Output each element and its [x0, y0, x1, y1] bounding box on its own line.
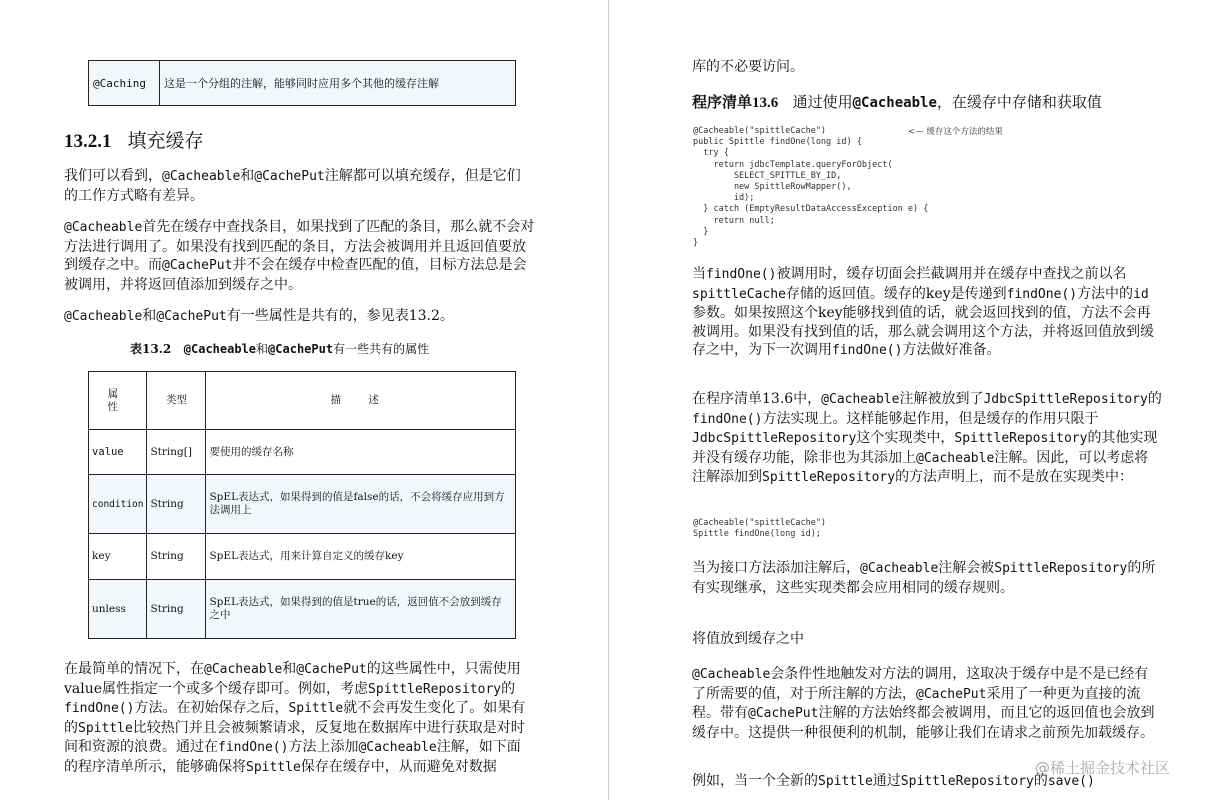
section-number: 13.2.1: [64, 131, 112, 152]
attr-name: key: [89, 534, 147, 580]
section-heading: [64, 126, 204, 153]
paragraph: @Cacheable会条件性地触发对方法的调用，这取决于缓存中是不是已经有了所需要的值，对于所注解的方法，@CachePut采用了一种更为直接的流程。带有@CachePut注解的方法始终都会被调用，而且它的返回值也会放到缓存中。这提供一种很便利的机制，能够让我们在请求之前预先加载缓存。: [692, 666, 1155, 741]
left-page: [0, 0, 608, 800]
attr-type: String: [147, 580, 206, 639]
table-row: [89, 534, 516, 580]
paragraph: 库的不必要访问。: [692, 59, 804, 75]
paragraph: @Cacheable和@CachePut有一些属性是共有的，参见表13.2。: [64, 308, 454, 324]
caching-annotation-name: @Caching: [89, 61, 160, 106]
table-row: [89, 580, 516, 639]
table-caption: 表13.2 @Cacheable和@CachePut有一些共有的属性: [130, 342, 430, 356]
attr-name: condition: [89, 475, 147, 534]
paragraph: 在程序清单13.6中，@Cacheable注解被放到了JdbcSpittleRepository的findOne()方法实现上。这样能够起作用，但是缓存的作用只限于JdbcSpittleRepository这个实现类中，SpittleRepository的其他实现并没有缓存功能，除非也为其添加上@Cacheable注解。因此，可以考虑将注解添加到SpittleRepository的方法声明上，而不是放在实现类中：: [692, 391, 1162, 485]
attributes-table: [88, 371, 516, 639]
attr-desc: SpEL表达式，如果得到的值是true的话，返回值不会放到缓存之中: [206, 580, 516, 639]
attr-desc: SpEL表达式，用来计算自定义的缓存key: [206, 534, 516, 580]
watermark: @稀土掘金技术社区: [1035, 759, 1171, 777]
attr-type: String[]: [147, 430, 206, 475]
table-row: [89, 475, 516, 534]
caching-annotation-desc: 这是一个分组的注解，能够同时应用多个其他的缓存注解: [160, 61, 516, 106]
listing-title: 程序清单13.6 通过使用@Cacheable，在缓存中存储和获取值: [692, 93, 1102, 111]
page-divider: [608, 0, 609, 800]
paragraph: 当findOne()被调用时，缓存切面会拦截调用并在缓存中查找之前以名spittleCache存储的返回值。缓存的key是传递到findOne()方法中的id参数。如果按照这个key能够找到值的话，就会返回找到的值，方法不会再被调用。如果没有找到值的话，那么就会调用这个方法，并将返回值放到缓存之中，为下一次调用findOne()方法做好准备。: [692, 266, 1154, 358]
paragraph: 例如，当一个全新的Spittle通过SpittleRepository的save(): [692, 773, 1095, 789]
paragraph: 当为接口方法添加注解后，@Cacheable注解会被SpittleRepository的所有实现继承，这些实现类都会应用相同的缓存规则。: [692, 560, 1156, 596]
code-snippet: @Cacheable("spittleCache") Spittle findOne(long id);: [693, 518, 827, 540]
header-desc: 描 述: [206, 372, 516, 430]
table-row: [89, 430, 516, 475]
attr-name: unless: [89, 580, 147, 639]
caching-row-table: [88, 60, 516, 106]
code-annotation: <— 缓存这个方法的结果: [908, 127, 1003, 137]
header-type: 类型: [147, 372, 206, 430]
header-name: 属 性: [89, 372, 147, 430]
subheading: 将值放到缓存之中: [692, 631, 804, 647]
paragraph: 我们可以看到，@Cacheable和@CachePut注解都可以填充缓存，但是它们的工作方式略有差异。: [64, 168, 521, 204]
table-header-row: [89, 372, 516, 430]
attr-desc: SpEL表达式，如果得到的值是false的话，不会将缓存应用到方法调用上: [206, 475, 516, 534]
right-page: [610, 0, 1217, 800]
paragraph: 在最简单的情况下，在@Cacheable和@CachePut的这些属性中，只需使用value属性指定一个或多个缓存即可。例如，考虑SpittleRepository的findOne()方法。在初始保存之后，Spittle就不会再发生变化了。如果有的Spittle比较热门并且会被频繁请求，反复地在数据库中进行获取是对时间和资源的浪费。通过在findOne()方法上添加@Cacheable注解，如下面的程序清单所示，能够确保将Spittle保存在缓存中，从而避免对数据: [64, 661, 526, 775]
section-title: 填充缓存: [127, 130, 204, 152]
attr-desc: 要使用的缓存名称: [206, 430, 516, 475]
attr-name: value: [89, 430, 147, 475]
code-listing: @Cacheable("spittleCache") public Spittle findOne(long id) { try { return jdbcTemplate.queryForObject( SELECT_SPITTLE_BY_ID, new SpittleRowMapper(), id); } catch (EmptyResultDataAccessException e) { return null; } }: [693, 126, 929, 249]
attr-type: String: [147, 475, 206, 534]
paragraph: @Cacheable首先在缓存中查找条目，如果找到了匹配的条目，那么就不会对方法进行调用了。如果没有找到匹配的条目，方法会被调用并且返回值要放到缓存之中。而@CachePut并不会在缓存中检查匹配的值，目标方法总是会被调用，并将返回值添加到缓存之中。: [64, 219, 535, 293]
attr-type: String: [147, 534, 206, 580]
